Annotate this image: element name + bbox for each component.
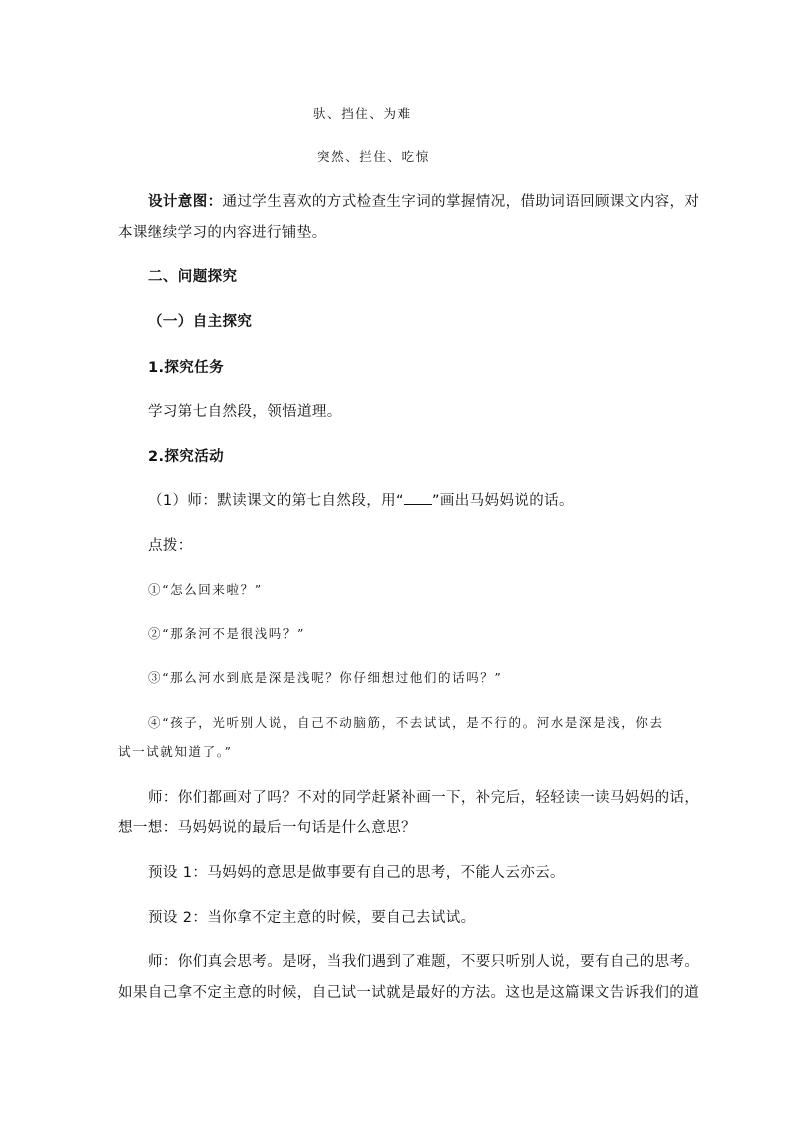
activity-question: [148, 491, 574, 511]
design-intent-label: 设计意图：: [148, 194, 223, 210]
teacher-remark-2: 师：你们真会思考。是呀，当我们遇到了难题，不要只听别人说，要有自己的思考。: [148, 954, 700, 970]
preset-answer-2: 预设 2：当你拿不定主意的时候，要自己去试试。: [148, 910, 476, 926]
task-heading: 1.探究任务: [148, 360, 224, 376]
vocab-line-2: 突然、拦住、吃惊: [317, 149, 430, 164]
teacher-remark-2-continuation: 如果自己拿不定主意的时候，自己试一试就是最好的方法。这也是这篇课文告诉我们的道: [118, 985, 700, 1001]
quote-4: ④“孩子，光听别人说，自己不动脑筋，不去试试，是不行的。河水是深是浅，你去: [148, 715, 664, 730]
design-intent-continuation: 本课继续学习的内容进行铺垫。: [118, 225, 327, 241]
underline-blank: [404, 492, 432, 505]
task-text: 学习第七自然段，领悟道理。: [148, 404, 342, 420]
quote-1: ①“怎么回来啦？”: [148, 582, 263, 597]
design-intent-paragraph: [148, 192, 699, 212]
quote-4-continuation: 试一试就知道了。”: [118, 744, 233, 759]
subsection-heading: （一）自主探究: [148, 314, 253, 330]
quote-3: ③“那么河水到底是深是浅呢？你仔细想过他们的话吗？”: [148, 670, 503, 685]
vocab-line-1: 驮、挡住、为难: [313, 106, 412, 121]
hint-label: 点拨：: [148, 538, 193, 554]
design-intent-text: 通过学生喜欢的方式检查生字词的掌握情况，借助词语回顾课文内容，对: [222, 194, 700, 210]
teacher-remark-1-continuation: 想一想：马妈妈说的最后一句话是什么意思？: [118, 820, 416, 836]
section-heading: 二、问题探究: [148, 269, 238, 285]
activity-heading: 2.探究活动: [148, 449, 224, 465]
teacher-remark-1: 师：你们都画对了吗？不对的同学赶紧补画一下，补完后，轻轻读一读马妈妈的话，: [148, 790, 700, 806]
quote-2: ②“那条河不是很浅吗？”: [148, 626, 305, 641]
activity-question-end: ”画出马妈妈说的话。: [431, 493, 574, 509]
preset-answer-1: 预设 1：马妈妈的意思是做事要有自己的思考，不能人云亦云。: [148, 865, 565, 881]
activity-question-start: （1）师：默读课文的第七自然段，用“: [148, 493, 404, 509]
